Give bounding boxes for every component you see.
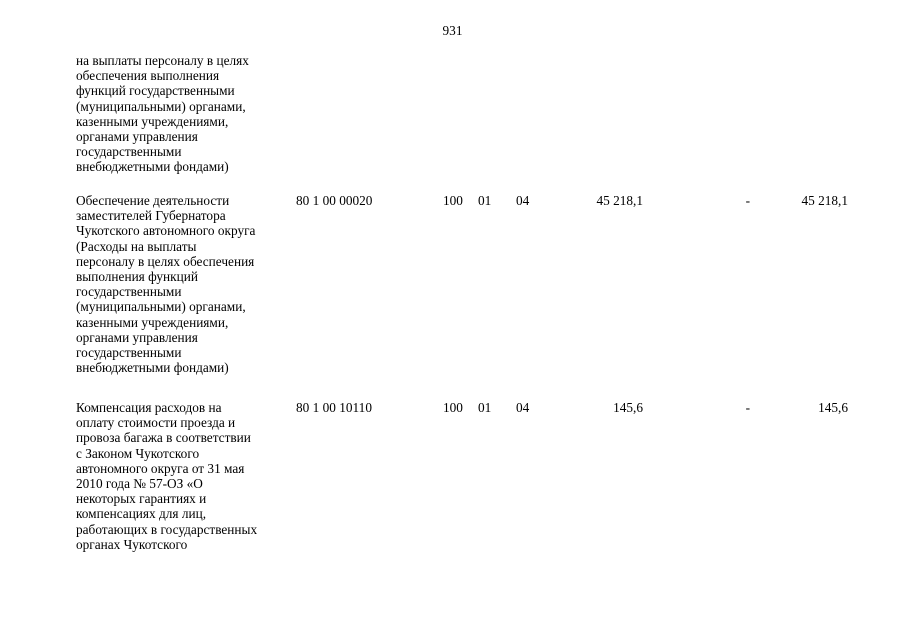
description-line: органах Чукотского <box>76 536 188 552</box>
description-line: на выплаты персоналу в целях <box>76 53 249 68</box>
description-line: обеспечения выполнения <box>76 68 220 84</box>
change-amount: - <box>745 193 750 208</box>
section-code: 01 <box>478 400 492 415</box>
description-line: государственными <box>76 144 182 160</box>
row-description <box>76 53 291 175</box>
row-description <box>76 400 291 552</box>
description-line: провоза багажа в соответствии <box>76 430 251 446</box>
description-line: функций государственными <box>76 83 235 99</box>
description-line: (Расходы на выплаты <box>76 238 197 254</box>
description-line: некоторых гарантиях и <box>76 491 207 507</box>
description-line: заместителей Губернатора <box>76 208 226 224</box>
total-amount: 145,6 <box>818 400 848 415</box>
description-line: оплату стоимости проезда и <box>76 415 236 431</box>
section-code: 01 <box>478 193 492 208</box>
subsection-code: 04 <box>516 400 530 415</box>
approved-amount: 45 218,1 <box>596 193 643 208</box>
expense-type-code: 100 <box>443 193 463 208</box>
target-article-code: 80 1 00 00020 <box>296 193 373 208</box>
row-description <box>76 193 291 375</box>
change-amount: - <box>745 400 750 415</box>
description-line: казенными учреждениями, <box>76 314 229 330</box>
description-line: органами управления <box>76 329 198 345</box>
description-line: персоналу в целях обеспечения <box>76 253 255 269</box>
description-line: (муниципальными) органами, <box>76 98 246 114</box>
description-line: (муниципальными) органами, <box>76 299 246 315</box>
description-line: государственными <box>76 345 182 361</box>
description-line: Обеспечение деятельности <box>76 193 230 208</box>
subsection-code: 04 <box>516 193 530 208</box>
approved-amount: 145,6 <box>613 400 643 415</box>
description-line: работающих в государственных <box>76 521 258 537</box>
description-line: Чукотского автономного округа <box>76 223 256 239</box>
description-line: 2010 года № 57-ОЗ «О <box>76 476 203 492</box>
description-line: государственными <box>76 284 182 300</box>
description-line: казенными учреждениями, <box>76 113 229 129</box>
total-amount: 45 218,1 <box>801 193 848 208</box>
description-line: компенсациях для лиц, <box>76 506 207 522</box>
expense-type-code: 100 <box>443 400 463 415</box>
description-line: автономного округа от 31 мая <box>76 460 245 476</box>
description-line: выполнения функций <box>76 269 198 285</box>
description-line: внебюджетными фондами) <box>76 159 229 175</box>
description-line: органами управления <box>76 129 198 145</box>
page-number: 931 <box>442 23 463 38</box>
description-line: внебюджетными фондами) <box>76 360 229 376</box>
description-line: Компенсация расходов на <box>76 400 222 415</box>
target-article-code: 80 1 00 10110 <box>296 400 372 415</box>
description-line: с Законом Чукотского <box>76 445 200 461</box>
